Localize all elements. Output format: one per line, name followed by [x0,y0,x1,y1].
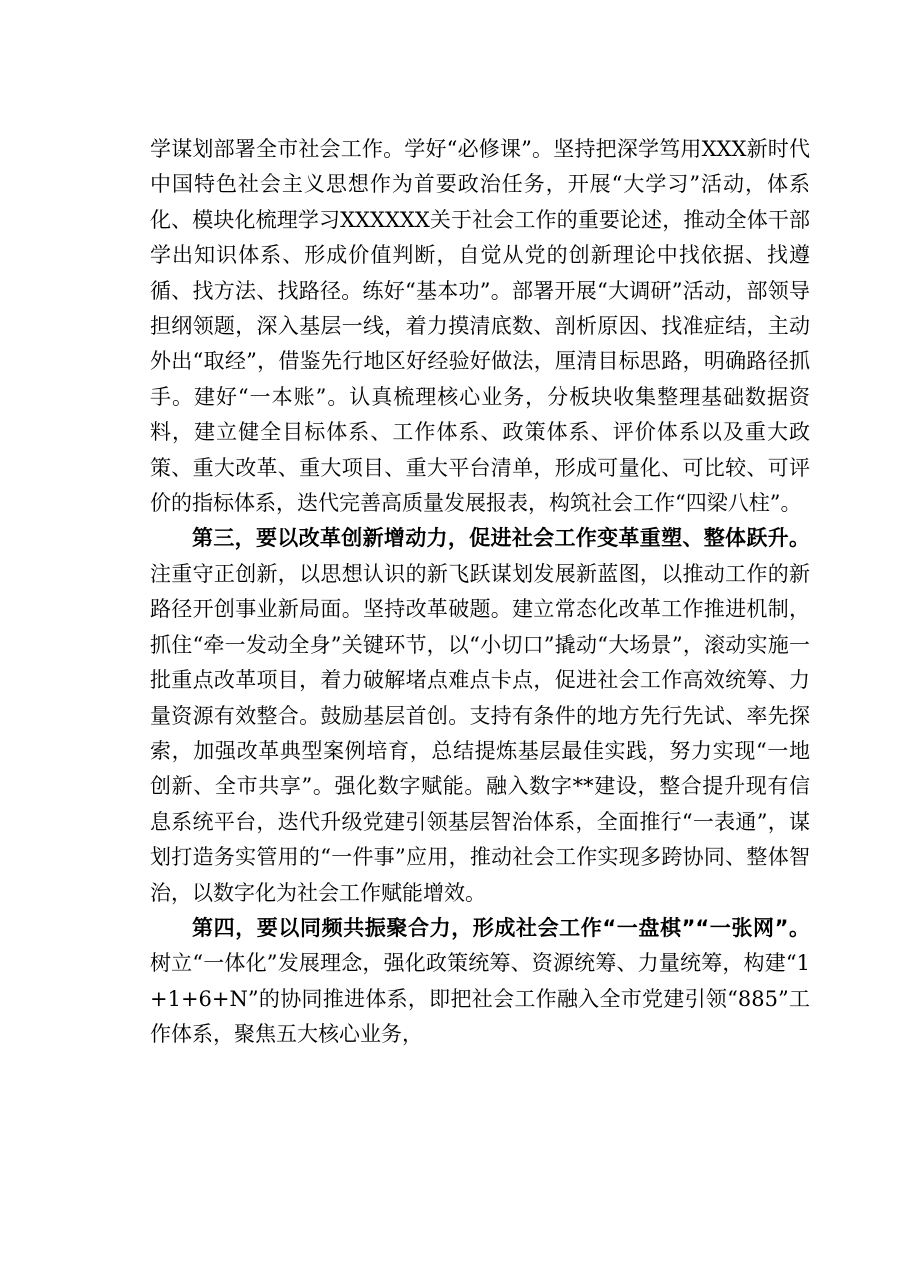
paragraph-1-text: 学谋划部署全市社会工作。学好“必修课”。坚持把深学笃用XXX新时代中国特色社会主义思想作为首要政治任务，开展“大学习”活动，体系化、模块化梳理学习XXXXXX关于社会工作的重要论述，推动全体干部学出知识体系、形成价值判断，自觉从党的创新理论中找依据、找遵循、找方法、找路径。练好“基本功”。部署开展“大调研”活动，部领导担纲领题，深入基层一线，着力摸清底数、剖析原因、找准症结，主动外出“取经”，借鉴先行地区好经验好做法，厘清目标思路，明确路径抓手。建好“一本账”。认真梳理核心业务，分板块收集整理基础数据资料，建立健全目标体系、工作体系、政策体系、评价体系以及重大政策、重大改革、重大项目、重大平台清单，形成可量化、可比较、可评价的指标体系，迭代完善高质量发展报表，构筑社会工作“四梁八柱”。 [150,137,810,516]
paragraph-2-text: 注重守正创新，以思想认识的新飞跃谋划发展新蓝图，以推动工作的新路径开创事业新局面。坚持改革破题。建立常态化改革工作推进机制，抓住“牵一发动全身”关键环节，以“小切口”撬动“大场景”，滚动实施一批重点改革项目，着力破解堵点难点卡点，促进社会工作高效统筹、力量资源有效整合。鼓励基层首创。支持有条件的地方先行先试、率先探索，加强改革典型案例培育，总结提炼基层最佳实践，努力实现“一地创新、全市共享”。强化数字赋能。融入数字**建设，整合提升现有信息系统平台，迭代升级党建引领基层智治体系，全面推行“一表通”，谋划打造务实管用的“一件事”应用，推动社会工作实现多跨协同、整体智治，以数字化为社会工作赋能增效。 [150,561,810,905]
paragraph-3 [150,911,810,1053]
paragraph-3-text: 树立“一体化”发展理念，强化政策统筹、资源统筹、力量统筹，构建“1+1+6+N”的协同推进体系，即把社会工作融入全市党建引领“885”工作体系，聚焦五大核心业务， [150,951,810,1047]
paragraph-2-heading: 第三，要以改革创新增动力，促进社会工作变革重塑、整体跃升。 [192,526,810,551]
paragraph-3-heading: 第四，要以同频共振聚合力，形成社会工作“一盘棋”“一张网”。 [192,915,810,940]
paragraph-2 [150,521,810,910]
document-body [150,132,810,1053]
paragraph-1 [150,132,810,521]
